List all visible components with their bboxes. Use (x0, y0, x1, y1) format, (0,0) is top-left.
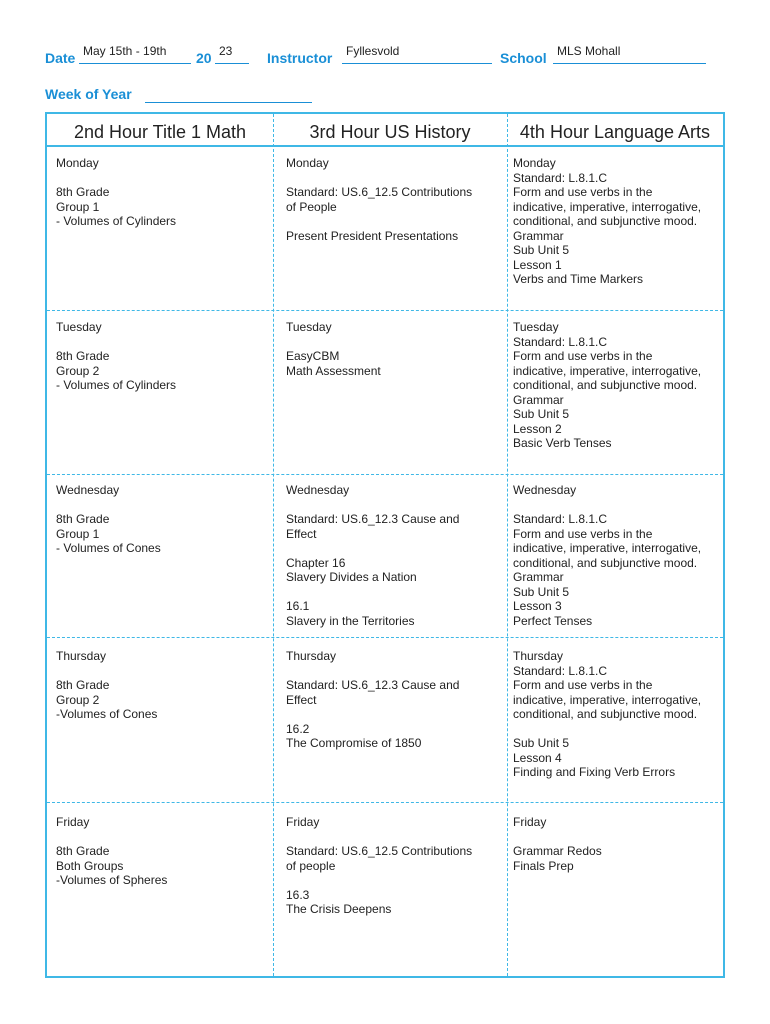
wednesday-history-cell[interactable]: Wednesday Standard: US.6_12.3 Cause and Effect Chapter 16 Slavery Divides a Nation 16.1 Slavery in the Territories (286, 483, 460, 628)
friday-math-cell[interactable]: Friday 8th Grade Both Groups -Volumes of Spheres (56, 815, 168, 887)
thursday-math-cell[interactable]: Thursday 8th Grade Group 2 -Volumes of Cones (56, 649, 158, 721)
column-header-history: 3rd Hour US History (273, 114, 507, 147)
row-divider (47, 637, 723, 638)
monday-history-cell[interactable]: Monday Standard: US.6_12.5 Contributions of People Present President Presentations (286, 156, 473, 243)
school-label: School (500, 50, 547, 66)
thursday-history-cell[interactable]: Thursday Standard: US.6_12.3 Cause and Effect 16.2 The Compromise of 1850 (286, 649, 460, 750)
week-of-year-field[interactable] (145, 102, 312, 103)
year-field[interactable]: 23 (215, 44, 249, 64)
tuesday-math-cell[interactable]: Tuesday 8th Grade Group 2 - Volumes of Cylinders (56, 320, 177, 392)
row-divider (47, 310, 723, 311)
instructor-field[interactable]: Fyllesvold (342, 44, 492, 64)
lesson-planner-grid (45, 112, 725, 978)
row-divider (47, 802, 723, 803)
column-header-math: 2nd Hour Title 1 Math (47, 114, 273, 147)
monday-language-cell[interactable]: Monday Standard: L.8.1.C Form and use verbs in the indicative, imperative, interrogative, conditional, and subjunctive mood. Grammar Sub Unit 5 Lesson 1 Verbs and Time Markers (513, 156, 702, 286)
friday-language-cell[interactable]: Friday Grammar Redos Finals Prep (513, 815, 602, 873)
monday-math-cell[interactable]: Monday 8th Grade Group 1 - Volumes of Cylinders (56, 156, 177, 228)
friday-history-cell[interactable]: Friday Standard: US.6_12.5 Contributions of people 16.3 The Crisis Deepens (286, 815, 473, 916)
header (45, 44, 725, 68)
tuesday-history-cell[interactable]: Tuesday EasyCBM Math Assessment (286, 320, 381, 378)
column-header-language: 4th Hour Language Arts (507, 114, 723, 147)
wednesday-math-cell[interactable]: Wednesday 8th Grade Group 1 - Volumes of Cones (56, 483, 161, 555)
school-field[interactable]: MLS Mohall (553, 44, 706, 64)
date-label: Date (45, 50, 76, 66)
tuesday-language-cell[interactable]: Tuesday Standard: L.8.1.C Form and use verbs in the indicative, imperative, interrogative, conditional, and subjunctive mood. Grammar Sub Unit 5 Lesson 2 Basic Verb Tenses (513, 320, 702, 450)
wednesday-language-cell[interactable]: Wednesday Standard: L.8.1.C Form and use verbs in the indicative, imperative, interrogative, conditional, and subjunctive mood. Grammar Sub Unit 5 Lesson 3 Perfect Tenses (513, 483, 702, 628)
instructor-label: Instructor (267, 50, 333, 66)
date-field[interactable]: May 15th - 19th (79, 44, 191, 64)
column-divider (507, 114, 508, 976)
week-of-year-label: Week of Year (45, 86, 132, 102)
thursday-language-cell[interactable]: Thursday Standard: L.8.1.C Form and use verbs in the indicative, imperative, interrogative, conditional, and subjunctive mood. Sub Unit 5 Lesson 4 Finding and Fixing Verb Errors (513, 649, 702, 779)
row-divider (47, 474, 723, 475)
week-of-year (45, 86, 132, 104)
column-divider (273, 114, 274, 976)
year-label: 20 (196, 50, 212, 66)
